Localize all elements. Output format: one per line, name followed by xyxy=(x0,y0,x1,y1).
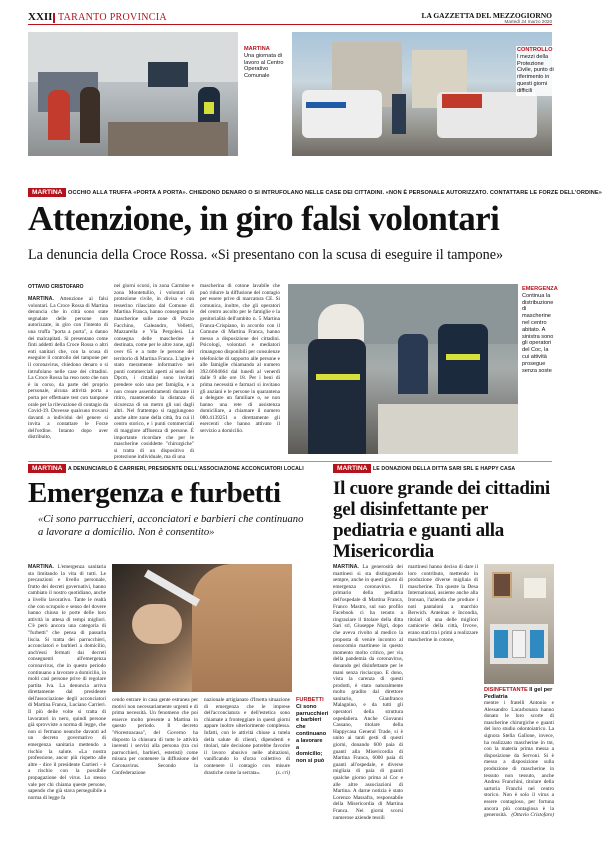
caption-top-right xyxy=(516,46,556,96)
photo-civil-protection-vehicles xyxy=(292,32,552,156)
caption-article2-photo-text: Ci sono parrucchieri e barbieri che continuano a lavorare a domicilio; non si può xyxy=(296,703,329,765)
article3-col2 xyxy=(484,700,554,826)
page-number: XXII xyxy=(28,11,53,23)
photo-disinfectant-gel xyxy=(484,564,554,684)
article1-col1-text: Attenzione ai falsi volontari. La Croce Rossa di Martina denuncia che in città sono state segnalate delle persone non autorizzate, in giro con l'intento di una truffa "porta a porta", a danno dei malcapitati. Si presentano come finti addetti della Croce Rossa o altri enti sanitari che, con la scusa di eseguire il controllo del tampone per il coronavirus, chiedono denaro o si intrufolano nelle case dei cittadini. La Croce Rossa ha reso noto che non è in corso, da parte del proprio personale, alcuna attività porta a porta per effettuare test con tampone orale per la rilevazione di contagio da Covid-19. Dovesse qualcuno trovarsi davanti a individui del genere si invita a contattare le Forze dell'ordine. Intanto dopo aver distribuito, xyxy=(28,296,109,441)
caption-article2-photo xyxy=(296,697,329,765)
article2-col2 xyxy=(112,697,198,827)
article1-col3-text: mascherina di cotone lavabile che può ridurre la diffusione del contagio per essere prive di marcatura CE. Si comunica, inoltre, che gli operatori del centro ascolto per le famiglie e la genitorialità dell'ambito n. 5 Martina Franca-Crispiano, in accordo con il Comune di Martina Franca, hanno messo a disposizione dei cittadini. Psicologi, volontari e mediatori rimangono disponibili per consulenze telefoniche di supporto alle persone e alle famiglie chiamando al numero 392.6604664 dal lunedì al venerdì dalle 9 alle ore 18. Per i beni di prima necessità e farmaci si invitano gli anziani e le persone in quarantena a delegare un familiare o, se non hanno una rete di assistenza domiciliare, a chiamare il numero 080.4139251 o direttamente gli esercenti che hanno attivato il servizio a domicilio. xyxy=(200,283,280,435)
section-divider xyxy=(53,13,55,23)
article2-dateline: MARTINA. xyxy=(28,564,54,570)
article2-col3 xyxy=(204,697,290,827)
caption-article3-photo xyxy=(484,687,554,701)
article2-kicker: A DENUNCIARLO È CARRIERI, PRESIDENTE DELL'ASSOCIAZIONE ACCONCIATORI LOCALI xyxy=(68,465,304,472)
article3-col1b xyxy=(408,564,478,826)
article1-col2-text: nei giorni scorsi, in zona Carmine e zona Montetullio, i volontari di protezione civile, in divisa e con tesserino rilasciato dal Comune di Martina Franca, hanno consegnato le mascherine sulle zone di Pozzo Facchino, Galeandro, Velletri, Mazzarella e Via Pergolesi. La consegna delle mascherine è destinata, come per le altre zone, agli over 65 e a tutte le persone del territorio di Martina Franca. L'agire è stato meramente informativo nei punti commerciali aperti ai sensi del Dpcm, i cittadini sono invitati prendere solo una per famiglia, e a non creare assembramenti durante il ritiro, mantenendo la distanza di sicurezza di un metro gli uni dagli altri. Nel frattempo si raggiungono anche altre zone della città, fra cui il centro storico, e i punti commerciali di maggiore affluenza di persone. È importante ricordare che per le mascherine cosiddette "chirurgiche" si tratta di un dispositivo di protezione individuale, ma di una xyxy=(114,283,194,461)
article2-col3-text: nazionale artigianato d'Irsetta situazione di emergenza che le imprese dell'acconciatura e dell'estetica sono chiamate a fronteggiare in questi giorni appare inoltre ulteriormente complessa. Infatti, con le attività chiuse a tutela della salute di clienti, dipendenti e titolari, tale decisione potrebbe favorire il lavoro abusivo nelle abitazioni, vanificando lo sforzo collettivo di contenere il contagio con misure drastiche come la serrata». xyxy=(204,697,290,776)
article3-dateline: MARTINA. xyxy=(333,564,359,570)
article2-tag: MARTINA xyxy=(28,464,66,473)
article3-tag: MARTINA xyxy=(333,464,371,473)
caption-top-left-text: Una giornata di lavoro al Centro Operativo Comunale xyxy=(244,52,284,80)
article1-dateline: MARTINA. xyxy=(28,296,54,302)
photo-mask-distribution xyxy=(288,284,518,454)
article2-col1 xyxy=(28,564,106,826)
newspaper-name: LA GAZZETTA DEL MEZZOGIORNO xyxy=(421,11,552,20)
article1-tag: MARTINA xyxy=(28,188,66,197)
caption-article1-photo-title: EMERGENZA xyxy=(522,286,558,292)
article1-col1 xyxy=(28,296,108,454)
article2-col2-text: cendo entrare in casa gente estranea per motivi non necessariamente urgenti e di prima necessità. Un fenomeno che poi esserce molto presente a Martina in questo periodo. Il decreto "#iorestoacasa", del Governo ha disposto la chiusura di tutte le attività inerenti i servizi alla persona (tra cui parrucchieri, barbieri, estetisti) come misura per contenere la diffusione del Coronavirus. Secondo la Confederazione xyxy=(112,697,198,776)
article1-col3 xyxy=(200,283,280,454)
issue-date: Martedì 24 marzo 2020 xyxy=(504,19,552,24)
article2-signature: (s. cri) xyxy=(275,769,290,776)
article3-col1 xyxy=(333,564,403,826)
caption-article1-photo-text: Continua la distribuzione di mascherine nel centro abitato. A sinistra sono gli operatori del Coc, la cui attività prosegue senza soste xyxy=(522,292,554,374)
caption-top-right-text: I mezzi della Protezione Civile, punto di riferimento in questi giorni difficili xyxy=(517,53,554,94)
article1-subheadline: La denuncia della Croce Rossa. «Si presentano con la scusa di eseguire il tampone» xyxy=(28,247,504,263)
caption-article3-photo-title: DISINFETTANTE xyxy=(484,687,528,693)
article2-subheadline: «Ci sono parrucchieri, acconciatori e barbieri che continuano a lavorare a domicilio. Non è consentito» xyxy=(38,514,304,538)
article3-col1-text: La generosità dei martinesi si sta distinguendo sempre, anche in questi giorni di emergenza coronavirus. Il primario della pediatria dell'ospedale di Martina Franca, Franco Mastro, sul suo profilo Facebook ci ha tenuto a ringraziare il titolare della ditta Sari srl, Giuseppe Nigri, dopo che aveva rivolto al medico la proposta di venire incontro al nosocomio martinese in questo momento molto critico, per via della pandemia da coronavirus, donando gel disinfettante per le mani senza risciacquo. E dono, vista la carenza di questi prodotti, è stato naturalmente molto gradito dal direttore sanitario, Gianfranco Malagnino, e da tutti gli operatori della struttura ospedaliera. Anche Giovanni Cassano, titolare della Happycasa General Trade, si è unito ai tanti gesti di questi giorni, donando 600 paia di guanti alla Misericordia di Martina Franca, 6000 paia di guanti all'ospedale, e diverse migliaia di paia di guanti qualche giorno prima al Coc e alle altre associazioni di Martina. A darne notizia è stato Lorenzo Massafra, responsabile della Misericordia di Martina Franca. Nei giorni scorsi numerose aziende tessili xyxy=(333,564,403,821)
caption-article2-photo-title: FURBETTI xyxy=(296,697,324,703)
page-header xyxy=(28,12,552,25)
article2-col1-text: L'emergenza sanitaria sta limitando la vita di tutti. Le precauzioni e livello personale, frutto dei decreti governativi, hanno cambiato il nostro quotidiano, anche a livello lavorativo. Tante le realtà che con scrupolo e senso del dovere hanno chiuso le porte delle loro attività in attesa di tempi migliori. C'è però ancora una categoria di "furbetti" che pensa di passarla liscia. Si tratta dei parrucchieri, acconciatori e barbieri a domicilio, anch'essi fermati dai decreti conseguenti all'emergenza coronavirus, che in questo periodo continuano a lavorare a domicilio, in molti casi persone prive di regolare partita Iva. La denuncia arriva direttamente dal presidente dell'associazione degli acconciatori di Martina Franca, Luciano Carrieri. Il più delle volte si tratta di lavoratori in nero, quindi persone già sprovviste a norma di legge, che non si fermano neanche davanti ad un decreto governativo di emergenza sanitaria mettendo a rischio la salute. «La nostra professione, ancor più rispetto alle altre - dice il presidente Carrieri - è a rischio con la possibile propagazione del virus. Lo stesso vale per chi chiama queste persone, sapendo che già stava perseguibile a norma di legge fa xyxy=(28,564,106,801)
article3-col1-text-continued: martinesi hanno deciso di dare il loro contributo, mettendo in produzione diverse migliaia di mascherine. Tra queste la Desa International, assieme anche alla Ironsan, l'azienda che produce i noti pantaloni a marchio Berwich. Anteinas e Incondia, titolari di una delle migliori camicerie della città, Irvove, erano stati tra i primi a realizzare mascherine in cotone, xyxy=(408,564,478,643)
article1-col2 xyxy=(114,283,194,461)
article1-author: OTTAVIO CRISTOFARO xyxy=(28,284,84,290)
article3-col2-text: mentre i fratelli Antonio e Alessandro Lacarbonara hanno donato le loro scorte di mascherine chirurgiche e guanti del loro studio odontoiatrico. La signora Stella Gallone, invece, ha realizzato mascherine in tnt, con la materia prima messa a disposizione da Servoni. Si è messo a disposizione sulla produzione di mascherine in tessuto non tessuto, anche Andrea Franchini, titolare della sartoria Franchi nel centro storico. Non è solo il virus a essere contagioso, per fortuna ancora più contagiosa è la generosità. xyxy=(484,700,554,819)
article2-headline: Emergenza e furbetti xyxy=(28,477,281,509)
photo-operations-center xyxy=(28,32,238,156)
article1-kicker: OCCHIO ALLA TRUFFA «PORTA A PORTA». CHIEDONO DENARO O SI INTRUFOLANO NELLE CASE DEI CITTADINI. «NON È PERSONALE AUTORIZZATO. CONTATTARE LE FORZE DELL'ORDINE» xyxy=(68,189,602,196)
article1-kicker-row xyxy=(28,188,602,199)
article1-headline: Attenzione, in giro falsi volontari xyxy=(28,199,500,238)
caption-top-left-title: MARTINA xyxy=(244,46,270,52)
article3-headline: Il cuore grande dei cittadini gel disinfettante per pediatria e guanti alla Misericordia xyxy=(333,478,550,562)
article3-signature: (Ottavio Cristofaro) xyxy=(511,812,554,819)
section-divider-line xyxy=(28,461,552,462)
article3-kicker: LE DONAZIONI DELLA DITTA SARI SRL E HAPPY CASA xyxy=(373,465,516,472)
article2-kicker-row xyxy=(28,464,318,475)
caption-top-right-title: CONTROLLO xyxy=(517,47,553,53)
section-title: TARANTO PROVINCIA xyxy=(58,12,167,23)
photo-hairdresser xyxy=(112,564,292,692)
caption-article3-photo-text: Il gel per Pediatria xyxy=(484,687,553,700)
caption-top-left xyxy=(244,46,288,80)
article3-kicker-row xyxy=(333,464,553,475)
caption-article1-photo xyxy=(522,286,556,374)
